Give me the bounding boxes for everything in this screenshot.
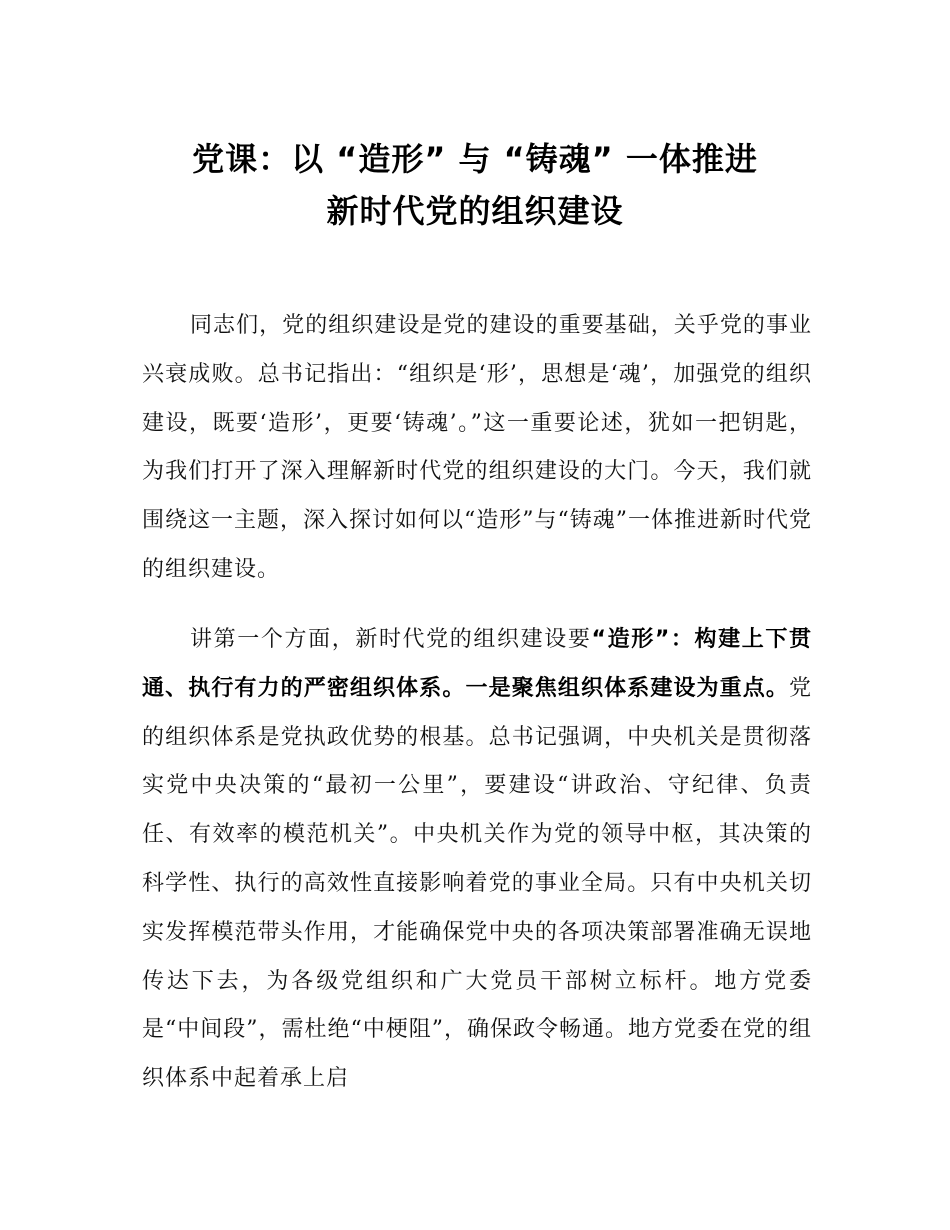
paragraph-2-block [142, 616, 812, 1104]
paragraph-1-block [142, 302, 812, 595]
title-line-2: 新时代党的组织建设 [326, 192, 624, 231]
paragraph-2 [142, 616, 812, 1104]
paragraph-2-intro: 讲第一个方面，新时代党的组织建设要 [190, 627, 592, 652]
paragraph-2-heading: “造形”：构建上下贯通、执行有力的严密组织体系。一是聚焦组织体系建设为重点。 [142, 627, 812, 701]
title-line-1: 党课：以 “造形” 与 “铸魂” 一体推进 [192, 140, 758, 179]
paragraph-2-body: 党的组织体系是党执政优势的根基。总书记强调，中央机关是贯彻落实党中央决策的“最初一公里”，要建设“讲政治、守纪律、负责任、有效率的模范机关”。中央机关作为党的领导中枢，其决策的科学性、执行的高效性直接影响着党的事业全局。只有中央机关切实发挥模范带头作用，才能确保党中央的各项决策部署准确无误地传达下去，为各级党组织和广大党员干部树立标杆。地方党委是“中间段”，需杜绝“中梗阻”，确保政令畅通。地方党委在党的组织体系中起着承上启 [142, 675, 812, 1092]
paragraph-1: 同志们，党的组织建设是党的建设的重要基础，关乎党的事业兴衰成败。总书记指出：“组织是‘形’，思想是‘魂’，加强党的组织建设，既要‘造形’，更要‘铸魂’。”这一重要论述，犹如一把钥匙，为我们打开了深入理解新时代党的组织建设的大门。今天，我们就围绕这一主题，深入探讨如何以“造形”与“铸魂”一体推进新时代党的组织建设。 [142, 313, 812, 582]
document-title [100, 133, 850, 237]
